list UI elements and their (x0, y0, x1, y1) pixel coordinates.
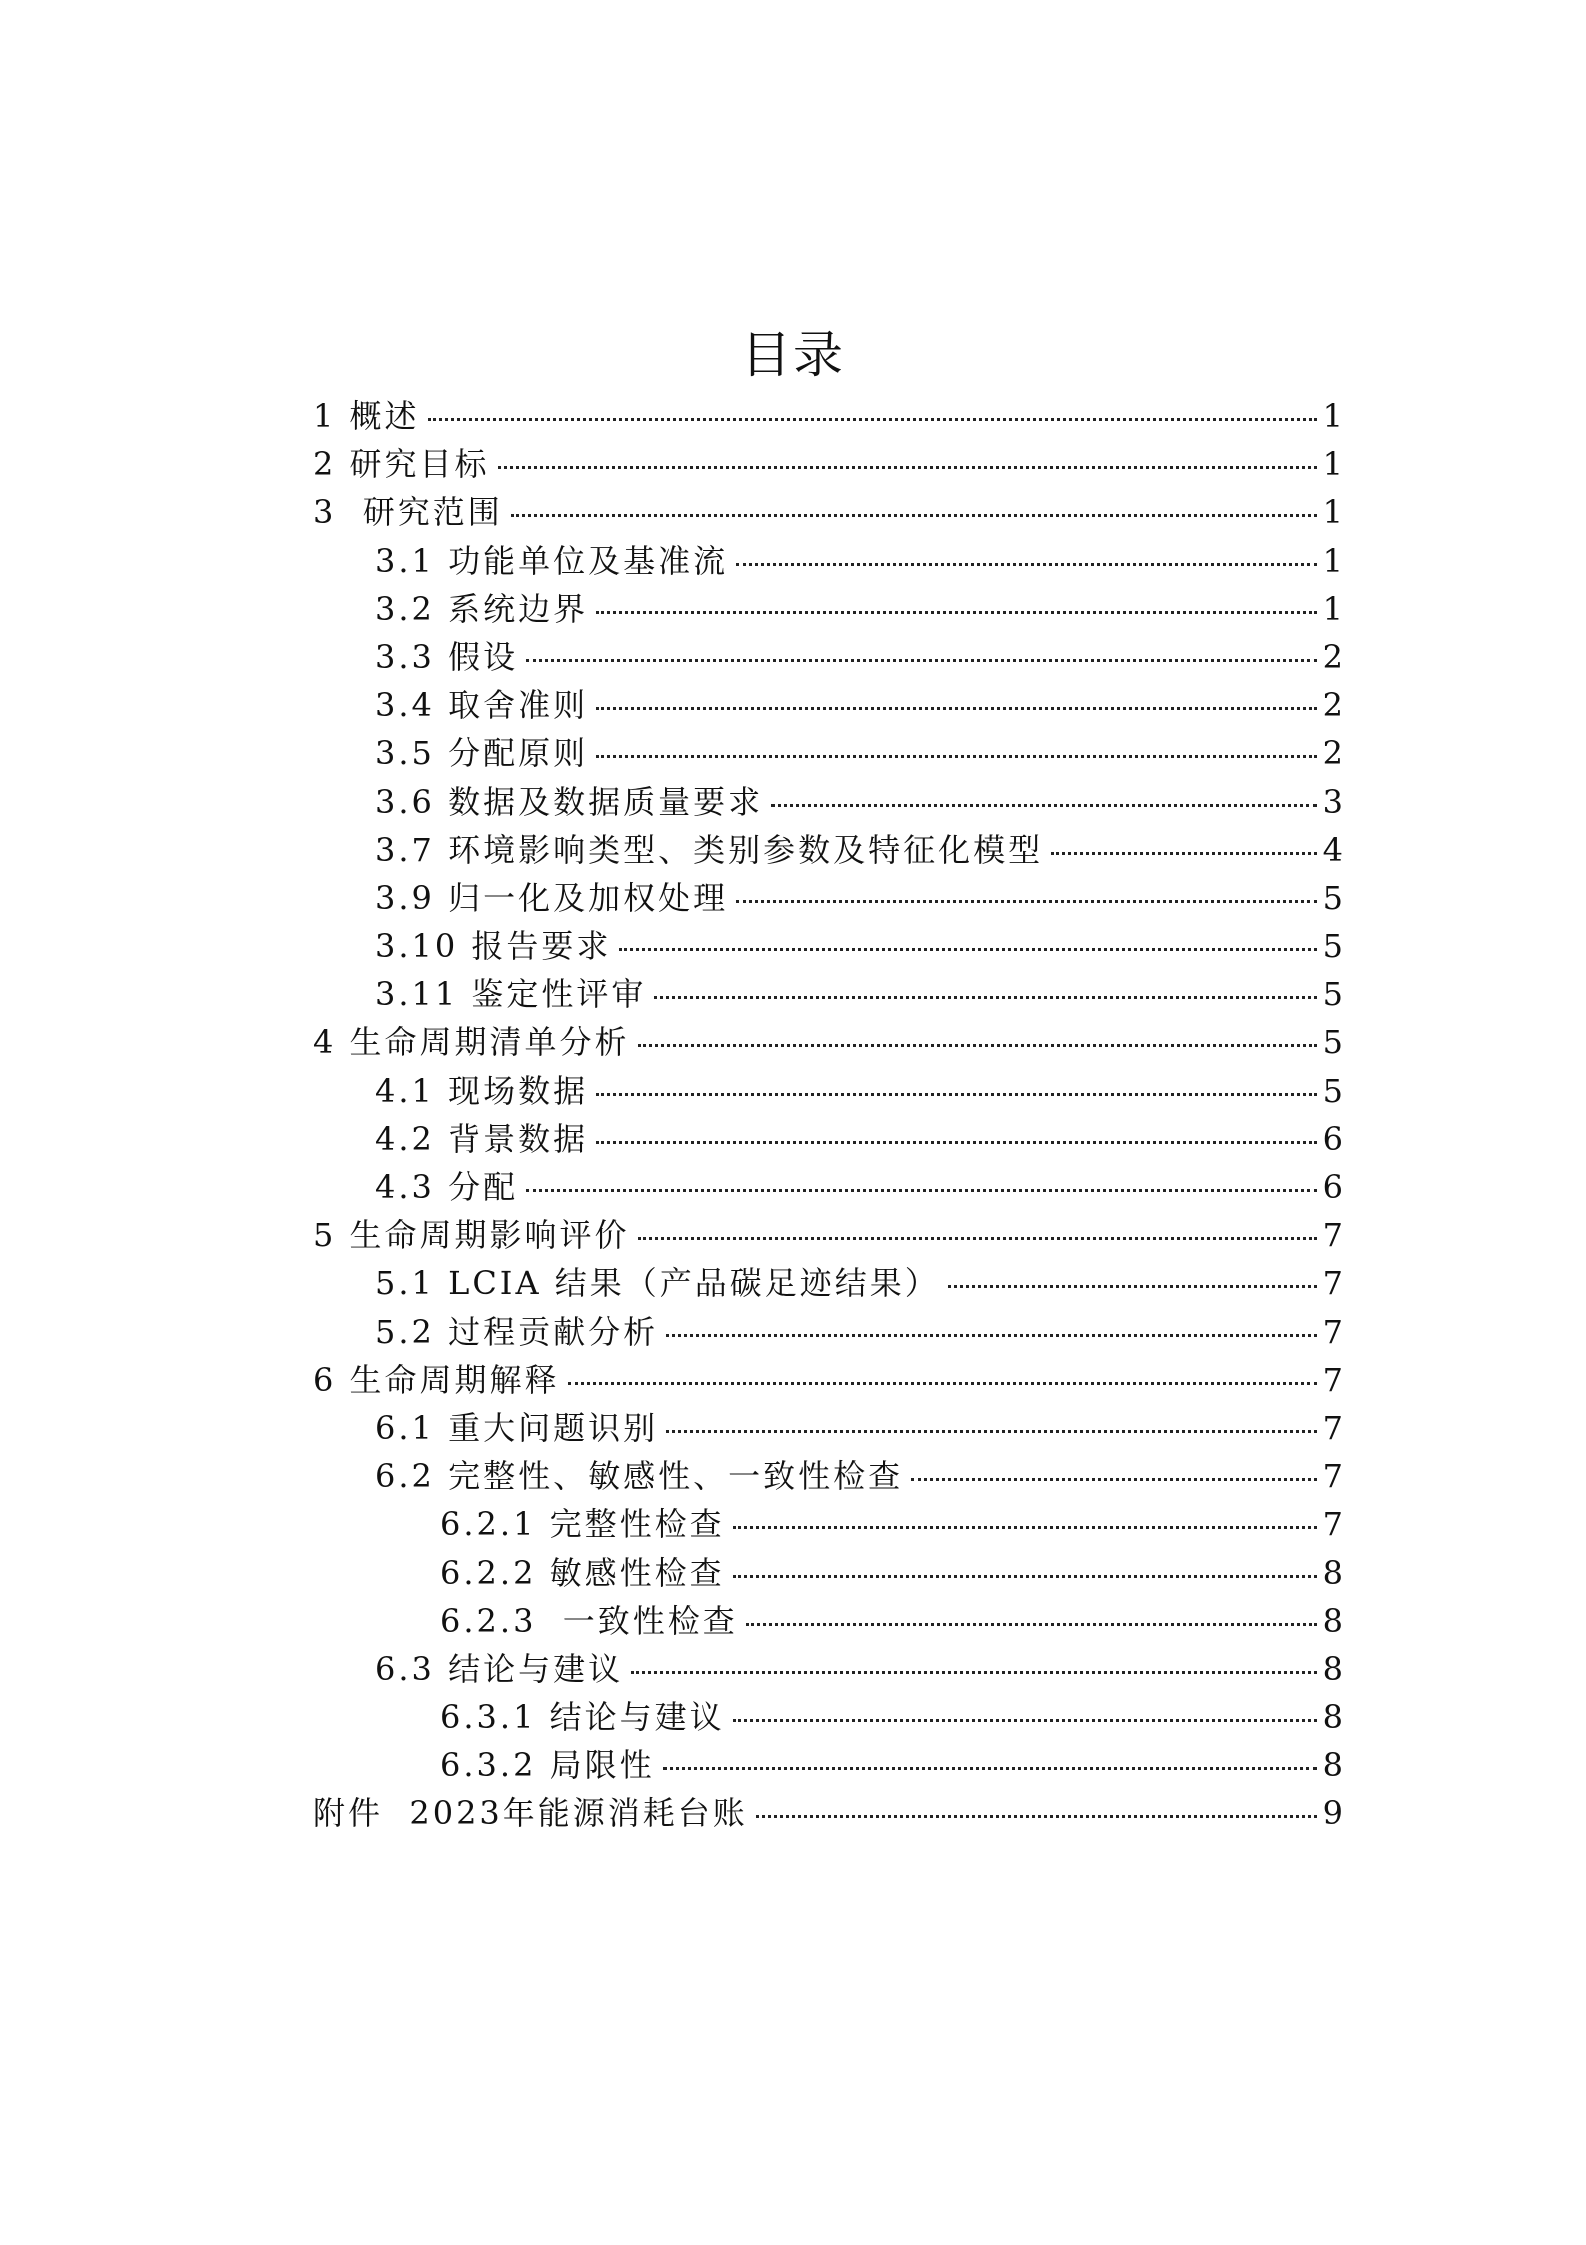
toc-dot-leader (666, 1334, 1317, 1337)
toc-entry-page-number: 3 (1322, 782, 1343, 821)
toc-dot-leader (771, 804, 1317, 807)
toc-entry-label: 5.1 LCIA 结果（产品碳足迹结果） (375, 1264, 940, 1303)
toc-entry-page-number: 1 (1322, 397, 1343, 435)
toc-dot-leader (568, 1382, 1317, 1385)
toc-entry[interactable] (313, 1356, 1343, 1404)
toc-entry[interactable] (313, 874, 1343, 922)
toc-dot-leader (596, 1093, 1317, 1096)
toc-dot-leader (596, 611, 1317, 614)
toc-entry[interactable] (313, 1163, 1343, 1211)
toc-entry[interactable] (313, 1067, 1343, 1115)
toc-entry-label: 3.11 鉴定性评审 (375, 975, 647, 1014)
toc-entry-label: 2 研究目标 (313, 445, 490, 484)
toc-dot-leader (596, 755, 1317, 758)
toc-dot-leader (666, 1430, 1317, 1433)
toc-entry-page-number: 7 (1322, 1216, 1343, 1255)
toc-entry-page-number: 9 (1322, 1794, 1343, 1833)
toc-entry[interactable] (313, 1597, 1343, 1645)
toc-entry-page-number: 5 (1322, 1071, 1343, 1110)
toc-entry[interactable] (313, 1308, 1343, 1356)
toc-dot-leader (526, 659, 1317, 662)
toc-entry-label: 3.5 分配原则 (375, 734, 589, 773)
toc-entry-page-number: 7 (1322, 1505, 1343, 1544)
toc-entry[interactable] (313, 1115, 1343, 1163)
toc-entry[interactable] (313, 1211, 1343, 1259)
toc-entry[interactable] (313, 681, 1343, 729)
toc-entry[interactable] (313, 1549, 1343, 1597)
toc-entry[interactable] (313, 1452, 1343, 1500)
toc-entry[interactable] (313, 729, 1343, 777)
toc-dot-leader (911, 1478, 1317, 1481)
toc-entry[interactable] (313, 1741, 1343, 1789)
toc-entry-page-number: 7 (1322, 1360, 1343, 1399)
toc-entry-page-number: 2 (1322, 734, 1343, 773)
toc-entry-page-number: 1 (1322, 445, 1343, 484)
toc-dot-leader (733, 1575, 1317, 1578)
toc-entry-page-number: 8 (1322, 1601, 1343, 1640)
toc-entry[interactable] (313, 488, 1343, 536)
toc-entry[interactable] (313, 1018, 1343, 1066)
toc-dot-leader (736, 900, 1317, 903)
toc-entry-label: 4.3 分配 (375, 1168, 519, 1206)
page-title: 目录 (741, 326, 845, 384)
toc-dot-leader (631, 1671, 1317, 1674)
toc-entry-label: 3.7 环境影响类型、类别参数及特征化模型 (375, 830, 1044, 869)
toc-dot-leader (948, 1285, 1317, 1288)
toc-entry-page-number: 5 (1322, 878, 1343, 917)
toc-entry-label: 3.4 取舍准则 (375, 686, 589, 725)
toc-entry-page-number: 5 (1322, 975, 1343, 1014)
toc-entry[interactable] (313, 1259, 1343, 1307)
toc-entry-label: 3.6 数据及数据质量要求 (375, 782, 764, 821)
toc-entry-label: 4.2 背景数据 (375, 1119, 589, 1158)
toc-entry-label: 5 生命周期影响评价 (313, 1216, 630, 1255)
toc-entry-label: 3 研究范围 (313, 493, 503, 532)
toc-entry-label: 6 生命周期解释 (313, 1360, 560, 1399)
toc-entry[interactable] (313, 922, 1343, 970)
toc-dot-leader (596, 707, 1317, 710)
toc-entry-label: 4.1 现场数据 (375, 1071, 589, 1110)
toc-entry-label: 4 生命周期清单分析 (313, 1023, 630, 1062)
toc-entry[interactable] (313, 1693, 1343, 1741)
toc-dot-leader (736, 563, 1317, 566)
toc-entry-page-number: 5 (1322, 927, 1343, 966)
toc-entry-label: 6.3 结论与建议 (375, 1649, 624, 1688)
toc-dot-leader (663, 1767, 1317, 1770)
toc-dot-leader (733, 1526, 1317, 1529)
toc-entry-page-number: 8 (1322, 1553, 1343, 1592)
toc-entry-label: 3.3 假设 (375, 637, 519, 676)
toc-entry[interactable] (313, 778, 1343, 826)
toc-entry[interactable] (313, 1645, 1343, 1693)
toc-dot-leader (1051, 852, 1317, 855)
toc-entry-label: 6.2.3 一致性检查 (440, 1601, 738, 1640)
toc-entry-label: 6.2.2 敏感性检查 (440, 1553, 725, 1592)
toc-entry[interactable] (313, 1404, 1343, 1452)
toc-entry-page-number: 1 (1322, 589, 1343, 628)
toc-entry-label: 3.10 报告要求 (375, 927, 612, 966)
toc-dot-leader (638, 1044, 1317, 1047)
toc-entry-page-number: 2 (1322, 686, 1343, 725)
toc-dot-leader (511, 514, 1317, 517)
toc-entry-label: 6.2 完整性、敏感性、一致性检查 (375, 1457, 904, 1496)
toc-entry-page-number: 5 (1322, 1023, 1343, 1062)
toc-entry-label: 3.2 系统边界 (375, 589, 589, 628)
toc-entry-page-number: 7 (1322, 1264, 1343, 1303)
toc-entry-label: 附件 2023年能源消耗台账 (313, 1794, 748, 1833)
toc-entry[interactable] (313, 826, 1343, 874)
toc-entry-page-number: 4 (1322, 830, 1343, 869)
toc-dot-leader (746, 1623, 1317, 1626)
toc-entry-page-number: 6 (1322, 1168, 1343, 1206)
toc-dot-leader (498, 466, 1317, 469)
toc-dot-leader (526, 1189, 1317, 1192)
toc-dot-leader (428, 418, 1317, 421)
toc-entry-page-number: 6 (1322, 1119, 1343, 1158)
table-of-contents (313, 392, 1343, 1838)
toc-entry[interactable] (313, 1789, 1343, 1837)
toc-entry-page-number: 1 (1322, 541, 1343, 580)
toc-dot-leader (619, 948, 1316, 951)
toc-dot-leader (638, 1237, 1317, 1240)
toc-dot-leader (733, 1719, 1317, 1722)
toc-entry-label: 6.3.1 结论与建议 (440, 1698, 725, 1737)
toc-entry-label: 3.1 功能单位及基准流 (375, 541, 729, 580)
toc-entry-label: 6.1 重大问题识别 (375, 1408, 659, 1447)
toc-entry[interactable] (313, 440, 1343, 488)
toc-entry-page-number: 8 (1322, 1698, 1343, 1737)
toc-entry-label: 1 概述 (313, 397, 420, 435)
toc-entry[interactable] (313, 1500, 1343, 1548)
toc-entry-page-number: 2 (1322, 637, 1343, 676)
toc-entry[interactable] (313, 392, 1343, 440)
toc-entry-page-number: 8 (1322, 1649, 1343, 1688)
toc-entry-label: 6.3.2 局限性 (440, 1746, 655, 1785)
toc-entry[interactable] (313, 537, 1343, 585)
toc-entry-label: 3.9 归一化及加权处理 (375, 878, 729, 917)
toc-entry[interactable] (313, 585, 1343, 633)
toc-entry-label: 5.2 过程贡献分析 (375, 1312, 659, 1351)
toc-entry-page-number: 7 (1322, 1457, 1343, 1496)
toc-dot-leader (596, 1141, 1317, 1144)
toc-entry[interactable] (313, 970, 1343, 1018)
toc-entry-label: 6.2.1 完整性检查 (440, 1505, 725, 1544)
toc-entry-page-number: 7 (1322, 1312, 1343, 1351)
toc-dot-leader (654, 996, 1316, 999)
toc-entry-page-number: 7 (1322, 1408, 1343, 1447)
toc-entry-page-number: 1 (1322, 493, 1343, 532)
toc-dot-leader (756, 1815, 1317, 1818)
toc-entry-page-number: 8 (1322, 1746, 1343, 1785)
toc-entry[interactable] (313, 633, 1343, 681)
